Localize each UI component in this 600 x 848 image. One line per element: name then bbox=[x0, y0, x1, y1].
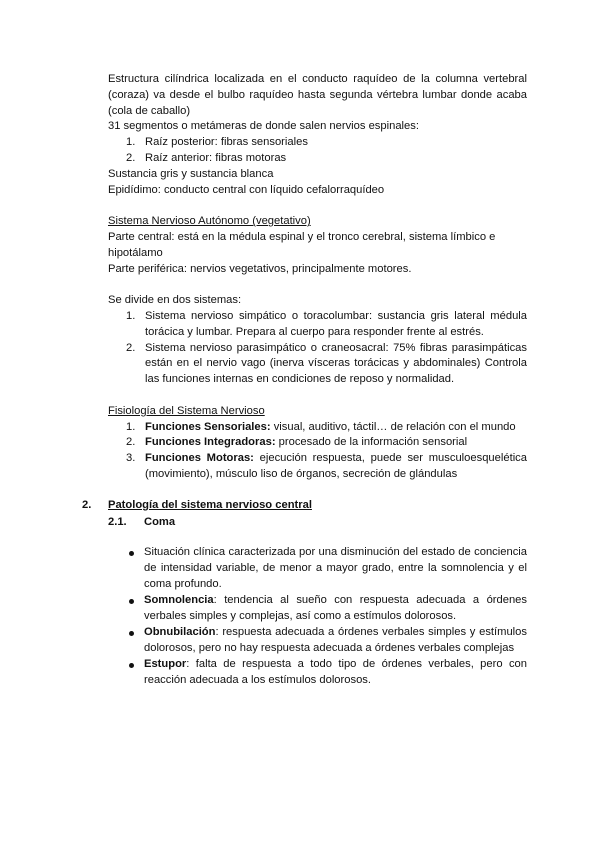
bullet-text: : tendencia al sueño con respuesta adecuada a órdenes verbales simples y complejas, así como a estímulos dolorosos. bbox=[144, 594, 527, 622]
list-item bbox=[108, 309, 527, 341]
paragraph-parte-periferica: Parte periférica: nervios vegetativos, principalmente motores. bbox=[108, 262, 412, 275]
bullet-item bbox=[108, 593, 527, 625]
list-number: 1. bbox=[126, 136, 136, 149]
bullet-term: Estupor bbox=[144, 658, 187, 671]
bullet-icon bbox=[129, 599, 134, 604]
bullet-icon bbox=[129, 631, 134, 636]
paragraph-se-divide: Se divide en dos sistemas: bbox=[108, 294, 242, 307]
list-text: ejecución respuesta, puede ser musculoesquelética (movimiento), músculo liso de órganos, secreción de glándulas bbox=[145, 452, 527, 480]
list-text: Sistema nervioso simpático o toracolumbar: sustancia gris lateral médula torácica y lumbar. Prepara al cuerpo para responder frente al estrés. bbox=[145, 309, 527, 338]
bullet-text: Situación clínica caracterizada por una disminución del estado de conciencia de intensidad variable, de menor a mayor grado, entre la somnolencia y el coma profundo. bbox=[144, 546, 527, 590]
bullet-term: Somnolencia bbox=[144, 594, 214, 607]
list-number: 1. bbox=[126, 309, 136, 322]
list-text: visual, auditivo, táctil… de relación con el mundo bbox=[270, 420, 516, 433]
list-text: Sistema nervioso parasimpático o craneosacral: 75% fibras parasimpáticas están en el nervio vago (inerva vísceras torácicas y abdominales) Controla las funciones internas en condiciones de reposo y normalidad. bbox=[145, 341, 527, 386]
list-number: 2. bbox=[126, 436, 136, 449]
section-title: Patología del sistema nervioso central bbox=[108, 498, 312, 511]
paragraph-epididimo: Epidídimo: conducto central con líquido cefalorraquídeo bbox=[108, 183, 385, 196]
list-text: Raíz posterior: fibras sensoriales bbox=[145, 136, 308, 149]
list-term: Funciones Motoras: bbox=[145, 452, 254, 465]
bullet-text: : respuesta adecuada a órdenes verbales simples y estímulos dolorosos, pero no hay respuesta adecuada a órdenes verbales complejas bbox=[144, 626, 527, 655]
paragraph-segments: 31 segmentos o metámeras de donde salen nervios espinales: bbox=[108, 120, 419, 133]
paragraph-parte-central: Parte central: está en la médula espinal y el tronco cerebral, sistema límbico e hipotálamo bbox=[108, 230, 496, 259]
list-number: 1. bbox=[126, 420, 136, 433]
list-item bbox=[108, 341, 527, 388]
bullet-item bbox=[108, 625, 527, 657]
heading-autonomo: Sistema Nervioso Autónomo (vegetativo) bbox=[108, 215, 311, 228]
bullet-icon bbox=[129, 551, 134, 556]
root-list bbox=[108, 135, 527, 167]
heading-fisiologia: Fisiología del Sistema Nervioso bbox=[108, 404, 265, 417]
list-item bbox=[108, 451, 527, 483]
bullet-item bbox=[108, 657, 527, 689]
list-term: Funciones Integradoras: bbox=[145, 436, 276, 449]
section-heading bbox=[82, 498, 527, 514]
section-number: 2. bbox=[82, 498, 92, 511]
list-text: procesado de la información sensorial bbox=[275, 436, 468, 449]
subsection-heading bbox=[108, 515, 527, 531]
list-item bbox=[108, 435, 527, 451]
list-item bbox=[108, 135, 527, 151]
list-number: 2. bbox=[126, 341, 136, 354]
bullet-text: : falta de respuesta a todo tipo de órdenes verbales, pero con reacción adecuada a los estímulos dolorosos. bbox=[144, 658, 527, 687]
list-text: Raíz anterior: fibras motoras bbox=[145, 151, 287, 164]
subsection-number: 2.1. bbox=[108, 515, 127, 528]
document-content bbox=[82, 72, 527, 689]
bullet-term: Obnubilación bbox=[144, 626, 216, 639]
subsection-title: Coma bbox=[144, 515, 176, 528]
bullet-item bbox=[108, 545, 527, 592]
functions-list bbox=[108, 420, 527, 483]
list-number: 3. bbox=[126, 452, 136, 465]
paragraph-substance: Sustancia gris y sustancia blanca bbox=[108, 167, 274, 180]
systems-list bbox=[108, 309, 527, 388]
list-item bbox=[108, 151, 527, 167]
bullet-icon bbox=[129, 663, 134, 668]
list-number: 2. bbox=[126, 151, 136, 164]
paragraph-intro: Estructura cilíndrica localizada en el conducto raquídeo de la columna vertebral (coraza) va desde el bulbo raquídeo hasta segunda vértebra lumbar donde acaba (cola de caballo) bbox=[108, 73, 527, 117]
list-item bbox=[108, 420, 527, 436]
list-term: Funciones Sensoriales: bbox=[145, 420, 271, 433]
coma-bullet-list bbox=[108, 545, 527, 689]
